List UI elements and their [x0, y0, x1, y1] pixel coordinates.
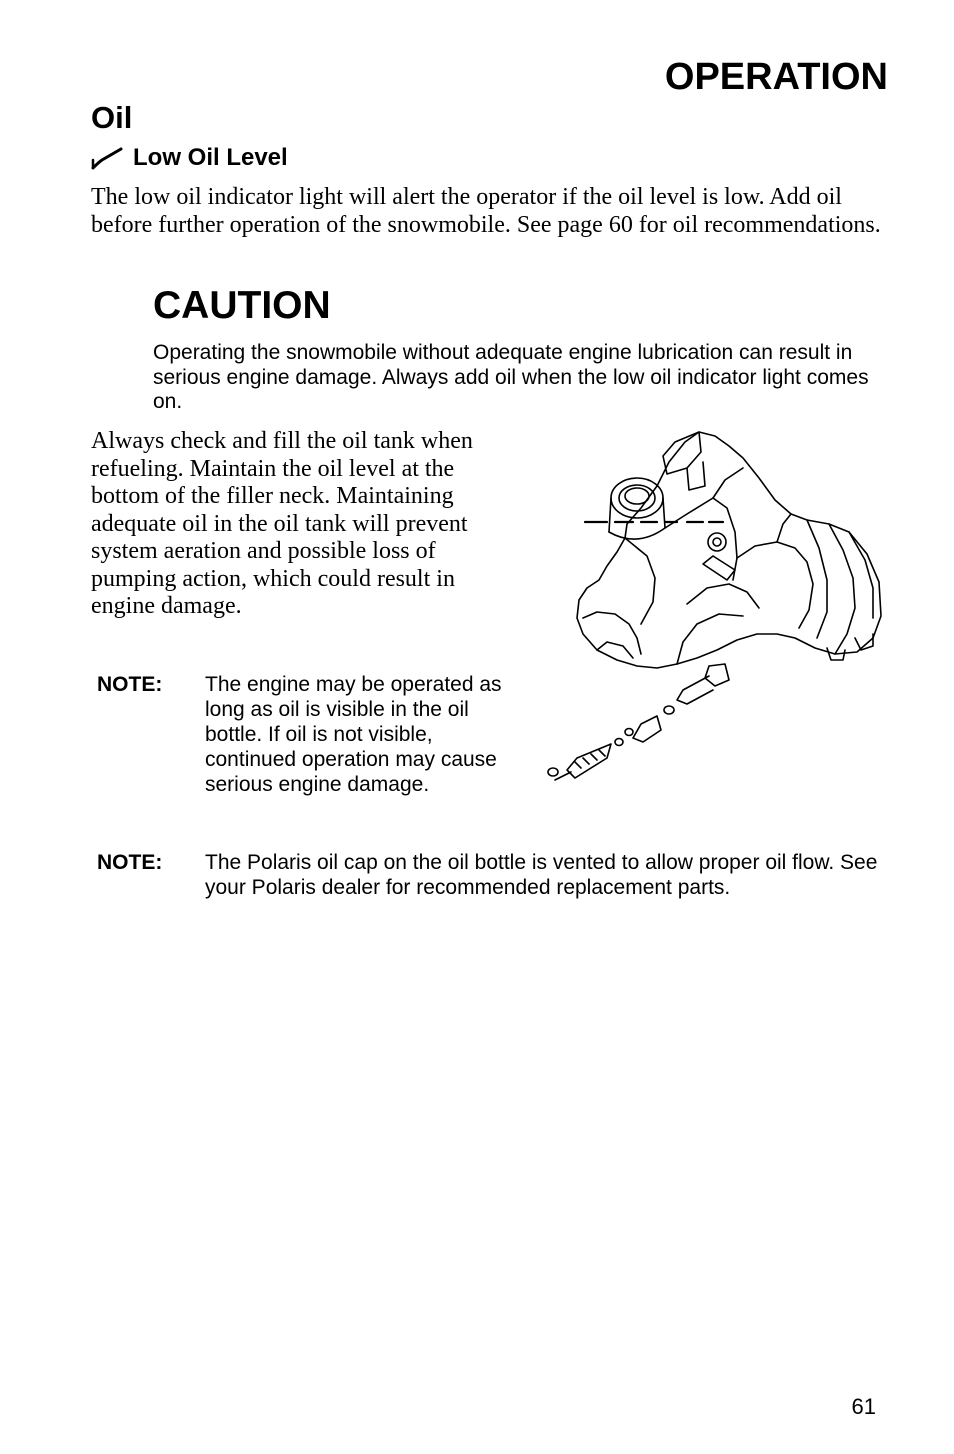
note-text: The Polaris oil cap on the oil bottle is vented to allow proper oil flow. See your Polaris dealer for recommended replacement parts.	[205, 851, 878, 899]
page-number: 61	[851, 1394, 876, 1419]
note-label: NOTE:	[97, 673, 163, 696]
subheading	[91, 144, 288, 172]
note-engine	[97, 672, 507, 797]
intro-paragraph: The low oil indicator light will alert the operator if the oil level is low. Add oil before further operation of the snowmobile. See page 60 for oil recommendations.	[91, 184, 881, 238]
checkmark-icon	[91, 146, 125, 170]
note-oil-cap	[97, 850, 887, 900]
note-text: The engine may be operated as long as oil is visible in the oil bottle. If oil is not visible, continued operation may cause serious engine damage.	[205, 673, 502, 796]
subheading-text: Low Oil Level	[133, 144, 288, 171]
note-label: NOTE:	[97, 851, 163, 874]
page-title: Oil	[91, 100, 133, 135]
caution-title: CAUTION	[153, 284, 331, 327]
check-paragraph: Always check and fill the oil tank when refueling. Maintain the oil level at the bottom of the filler neck. Maintaining adequate oil in the oil tank will prevent system aeration and possible loss of pumping action, which could result in engine damage.	[91, 428, 473, 619]
section-header: OPERATION	[664, 56, 888, 98]
oil-tank-illustration	[537, 428, 885, 790]
caution-text: Operating the snowmobile without adequate engine lubrication can result in serious engine damage. Always add oil when the low oil indicator light comes on.	[153, 341, 869, 413]
